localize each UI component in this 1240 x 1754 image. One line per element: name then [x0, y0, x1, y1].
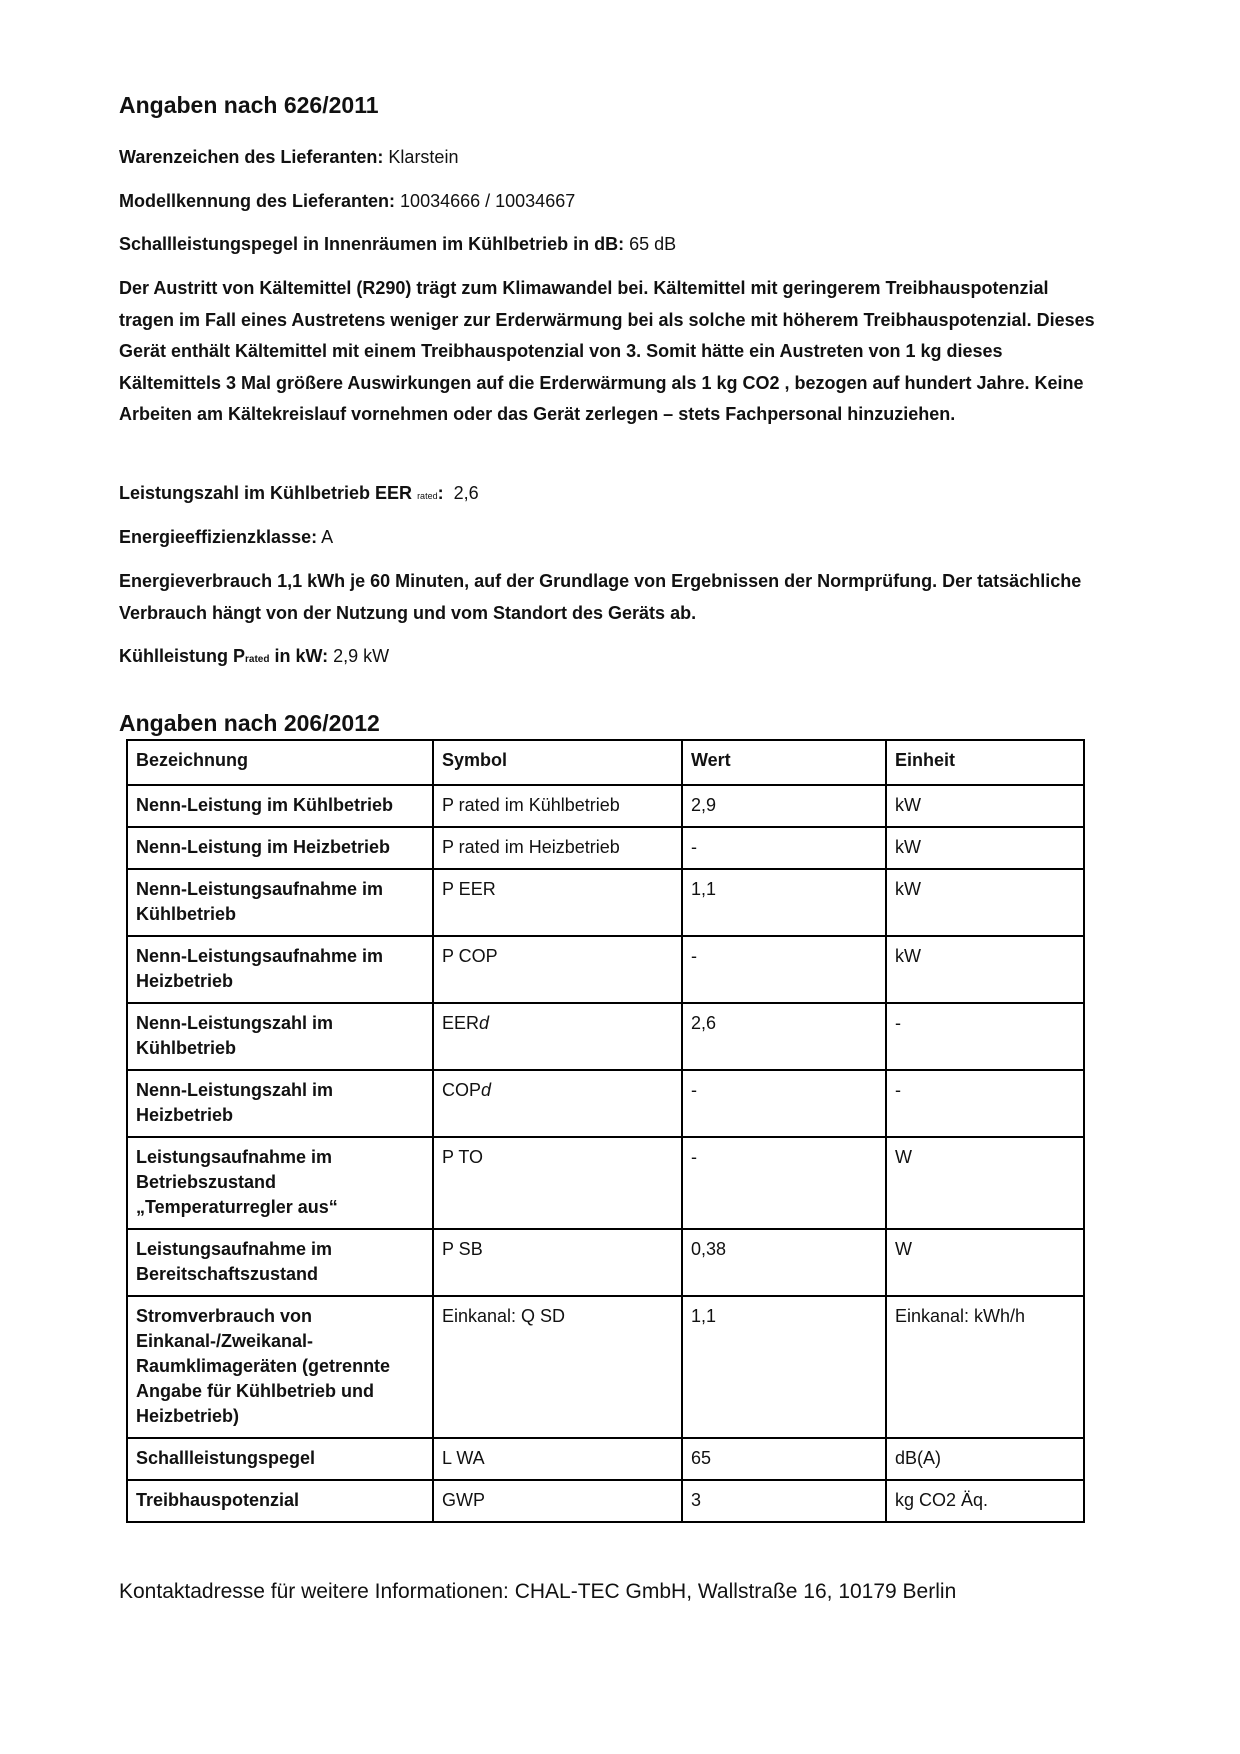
- row-name: Stromverbrauch von Einkanal-/Zweikanal-Raumklimageräten (getrennte Angabe für Kühlbetrieb und Heizbetrieb): [127, 1296, 433, 1438]
- row-name: Nenn-Leistungszahl im Heizbetrieb: [127, 1070, 433, 1137]
- refrigerant-notice: Der Austritt von Kältemittel (R290) trägt zum Klimawandel bei. Kältemittel mit geringerem Treibhauspotenzial tragen im Fall eines Austretens weniger zur Erderwärmung bei als solche mit höherem Treibhauspotenzial. Dieses Gerät enthält Kältemittel mit einem Treibhauspotenzial von 3. Somit hätte ein Austreten von 1 kg dieses Kältemittels 3 Mal größere Auswirkungen auf die Erderwärmung als 1 kg CO2 , bezogen auf hundert Jahre. Keine Arbeiten am Kältekreislauf vornehmen oder das Gerät zerlegen – stets Fachpersonal hinzuziehen.: [119, 278, 1095, 424]
- row-name: Nenn-Leistung im Kühlbetrieb: [127, 785, 433, 827]
- table-row: [127, 869, 1084, 936]
- row-symbol-text: GWP: [442, 1490, 485, 1510]
- row-unit: Einkanal: kWh/h: [886, 1296, 1084, 1438]
- row-name: Nenn-Leistung im Heizbetrieb: [127, 827, 433, 869]
- eer-colon: :: [437, 483, 444, 503]
- row-unit: kW: [886, 936, 1084, 1003]
- row-value: 3: [682, 1480, 886, 1522]
- row-value: -: [682, 1137, 886, 1229]
- row-symbol-text: L WA: [442, 1448, 485, 1468]
- eer-label: Leistungszahl im Kühlbetrieb EER: [119, 483, 413, 503]
- row-name: Nenn-Leistungsaufnahme im Kühlbetrieb: [127, 869, 433, 936]
- cooling-capacity-line: [119, 641, 1099, 676]
- row-value: -: [682, 936, 886, 1003]
- row-name: Leistungsaufnahme im Betriebszustand „Temperaturregler aus“: [127, 1137, 433, 1229]
- row-symbol: [433, 1070, 682, 1137]
- row-symbol: [433, 1229, 682, 1296]
- row-symbol-text: COP: [442, 1080, 482, 1100]
- table-row: [127, 1003, 1084, 1070]
- sound-line: [119, 229, 1099, 261]
- eer-line: [119, 478, 1099, 513]
- row-symbol: [433, 827, 682, 869]
- header-einheit: Einheit: [886, 740, 1084, 785]
- row-name: Nenn-Leistungsaufnahme im Heizbetrieb: [127, 936, 433, 1003]
- model-line: [119, 186, 1099, 218]
- sound-value: 65 dB: [629, 234, 677, 254]
- row-symbol-text: P COP: [442, 946, 498, 966]
- table-row: [127, 1480, 1084, 1522]
- row-unit: kW: [886, 785, 1084, 827]
- table-row: [127, 1438, 1084, 1480]
- row-unit: -: [886, 1070, 1084, 1137]
- row-symbol: [433, 936, 682, 1003]
- table-row: [127, 1296, 1084, 1438]
- row-name: Schallleistungspegel: [127, 1438, 433, 1480]
- model-value: 10034666 / 10034667: [400, 191, 576, 211]
- cooling-capacity-label: Kühlleistung P: [119, 646, 245, 666]
- row-name: Leistungsaufnahme im Bereitschaftszustand: [127, 1229, 433, 1296]
- efficiency-class-line: [119, 522, 1099, 554]
- header-bezeichnung: Bezeichnung: [127, 740, 433, 785]
- efficiency-class-value: A: [321, 527, 334, 547]
- table-row: [127, 1229, 1084, 1296]
- header-symbol: Symbol: [433, 740, 682, 785]
- row-symbol: [433, 1296, 682, 1438]
- row-symbol: [433, 1480, 682, 1522]
- row-unit: kW: [886, 827, 1084, 869]
- table-row: [127, 785, 1084, 827]
- trademark-value: Klarstein: [388, 147, 459, 167]
- row-symbol-text: P EER: [442, 879, 496, 899]
- efficiency-class-label: Energieeffizienzklasse:: [119, 527, 318, 547]
- row-unit: W: [886, 1229, 1084, 1296]
- row-symbol-italic-suffix: d: [479, 1013, 490, 1033]
- row-name: Nenn-Leistungszahl im Kühlbetrieb: [127, 1003, 433, 1070]
- row-value: 2,6: [682, 1003, 886, 1070]
- model-label: Modellkennung des Lieferanten:: [119, 191, 396, 211]
- row-unit: dB(A): [886, 1438, 1084, 1480]
- row-value: 2,9: [682, 785, 886, 827]
- contact-address: Kontaktadresse für weitere Informationen: CHAL-TEC GmbH, Wallstraße 16, 10179 Berlin: [119, 1580, 957, 1603]
- row-name: Treibhauspotenzial: [127, 1480, 433, 1522]
- row-value: -: [682, 1070, 886, 1137]
- cooling-capacity-label-post: in kW:: [269, 646, 329, 666]
- cooling-capacity-subscript: rated: [245, 654, 270, 665]
- row-unit: W: [886, 1137, 1084, 1229]
- row-symbol-text: P rated im Kühlbetrieb: [442, 795, 620, 815]
- table-row: [127, 936, 1084, 1003]
- eer-subscript: rated: [417, 491, 438, 501]
- section-title-626-2011: Angaben nach 626/2011: [119, 92, 379, 118]
- row-unit: kW: [886, 869, 1084, 936]
- table-row: [127, 1137, 1084, 1229]
- row-unit: kg CO2 Äq.: [886, 1480, 1084, 1522]
- row-symbol-italic-suffix: d: [481, 1080, 492, 1100]
- row-value: -: [682, 827, 886, 869]
- table-header-row: [127, 740, 1084, 785]
- table-row: [127, 827, 1084, 869]
- row-value: 0,38: [682, 1229, 886, 1296]
- row-symbol-text: EER: [442, 1013, 480, 1033]
- row-symbol-text: P rated im Heizbetrieb: [442, 837, 620, 857]
- section-title-206-2012: Angaben nach 206/2012: [119, 710, 380, 736]
- row-symbol-text: Einkanal: Q SD: [442, 1306, 566, 1326]
- row-value: 1,1: [682, 1296, 886, 1438]
- row-symbol: [433, 785, 682, 827]
- row-symbol-text: P TO: [442, 1147, 484, 1167]
- trademark-label: Warenzeichen des Lieferanten:: [119, 147, 384, 167]
- row-symbol: [433, 1137, 682, 1229]
- row-symbol-text: P SB: [442, 1239, 483, 1259]
- consumption-notice: Energieverbrauch 1,1 kWh je 60 Minuten, auf der Grundlage von Ergebnissen der Normprüfung. Der tatsächliche Verbrauch hängt von der Nutzung und vom Standort des Geräts ab.: [119, 571, 1082, 623]
- spec-table: [126, 739, 1085, 1523]
- header-wert: Wert: [682, 740, 886, 785]
- eer-value: 2,6: [453, 483, 479, 503]
- row-value: 1,1: [682, 869, 886, 936]
- row-unit: -: [886, 1003, 1084, 1070]
- row-symbol: [433, 1003, 682, 1070]
- row-value: 65: [682, 1438, 886, 1480]
- cooling-capacity-value: 2,9 kW: [333, 646, 390, 666]
- sound-label: Schallleistungspegel in Innenräumen im Kühlbetrieb in dB:: [119, 234, 625, 254]
- table-row: [127, 1070, 1084, 1137]
- trademark-line: [119, 142, 1099, 174]
- row-symbol: [433, 1438, 682, 1480]
- row-symbol: [433, 869, 682, 936]
